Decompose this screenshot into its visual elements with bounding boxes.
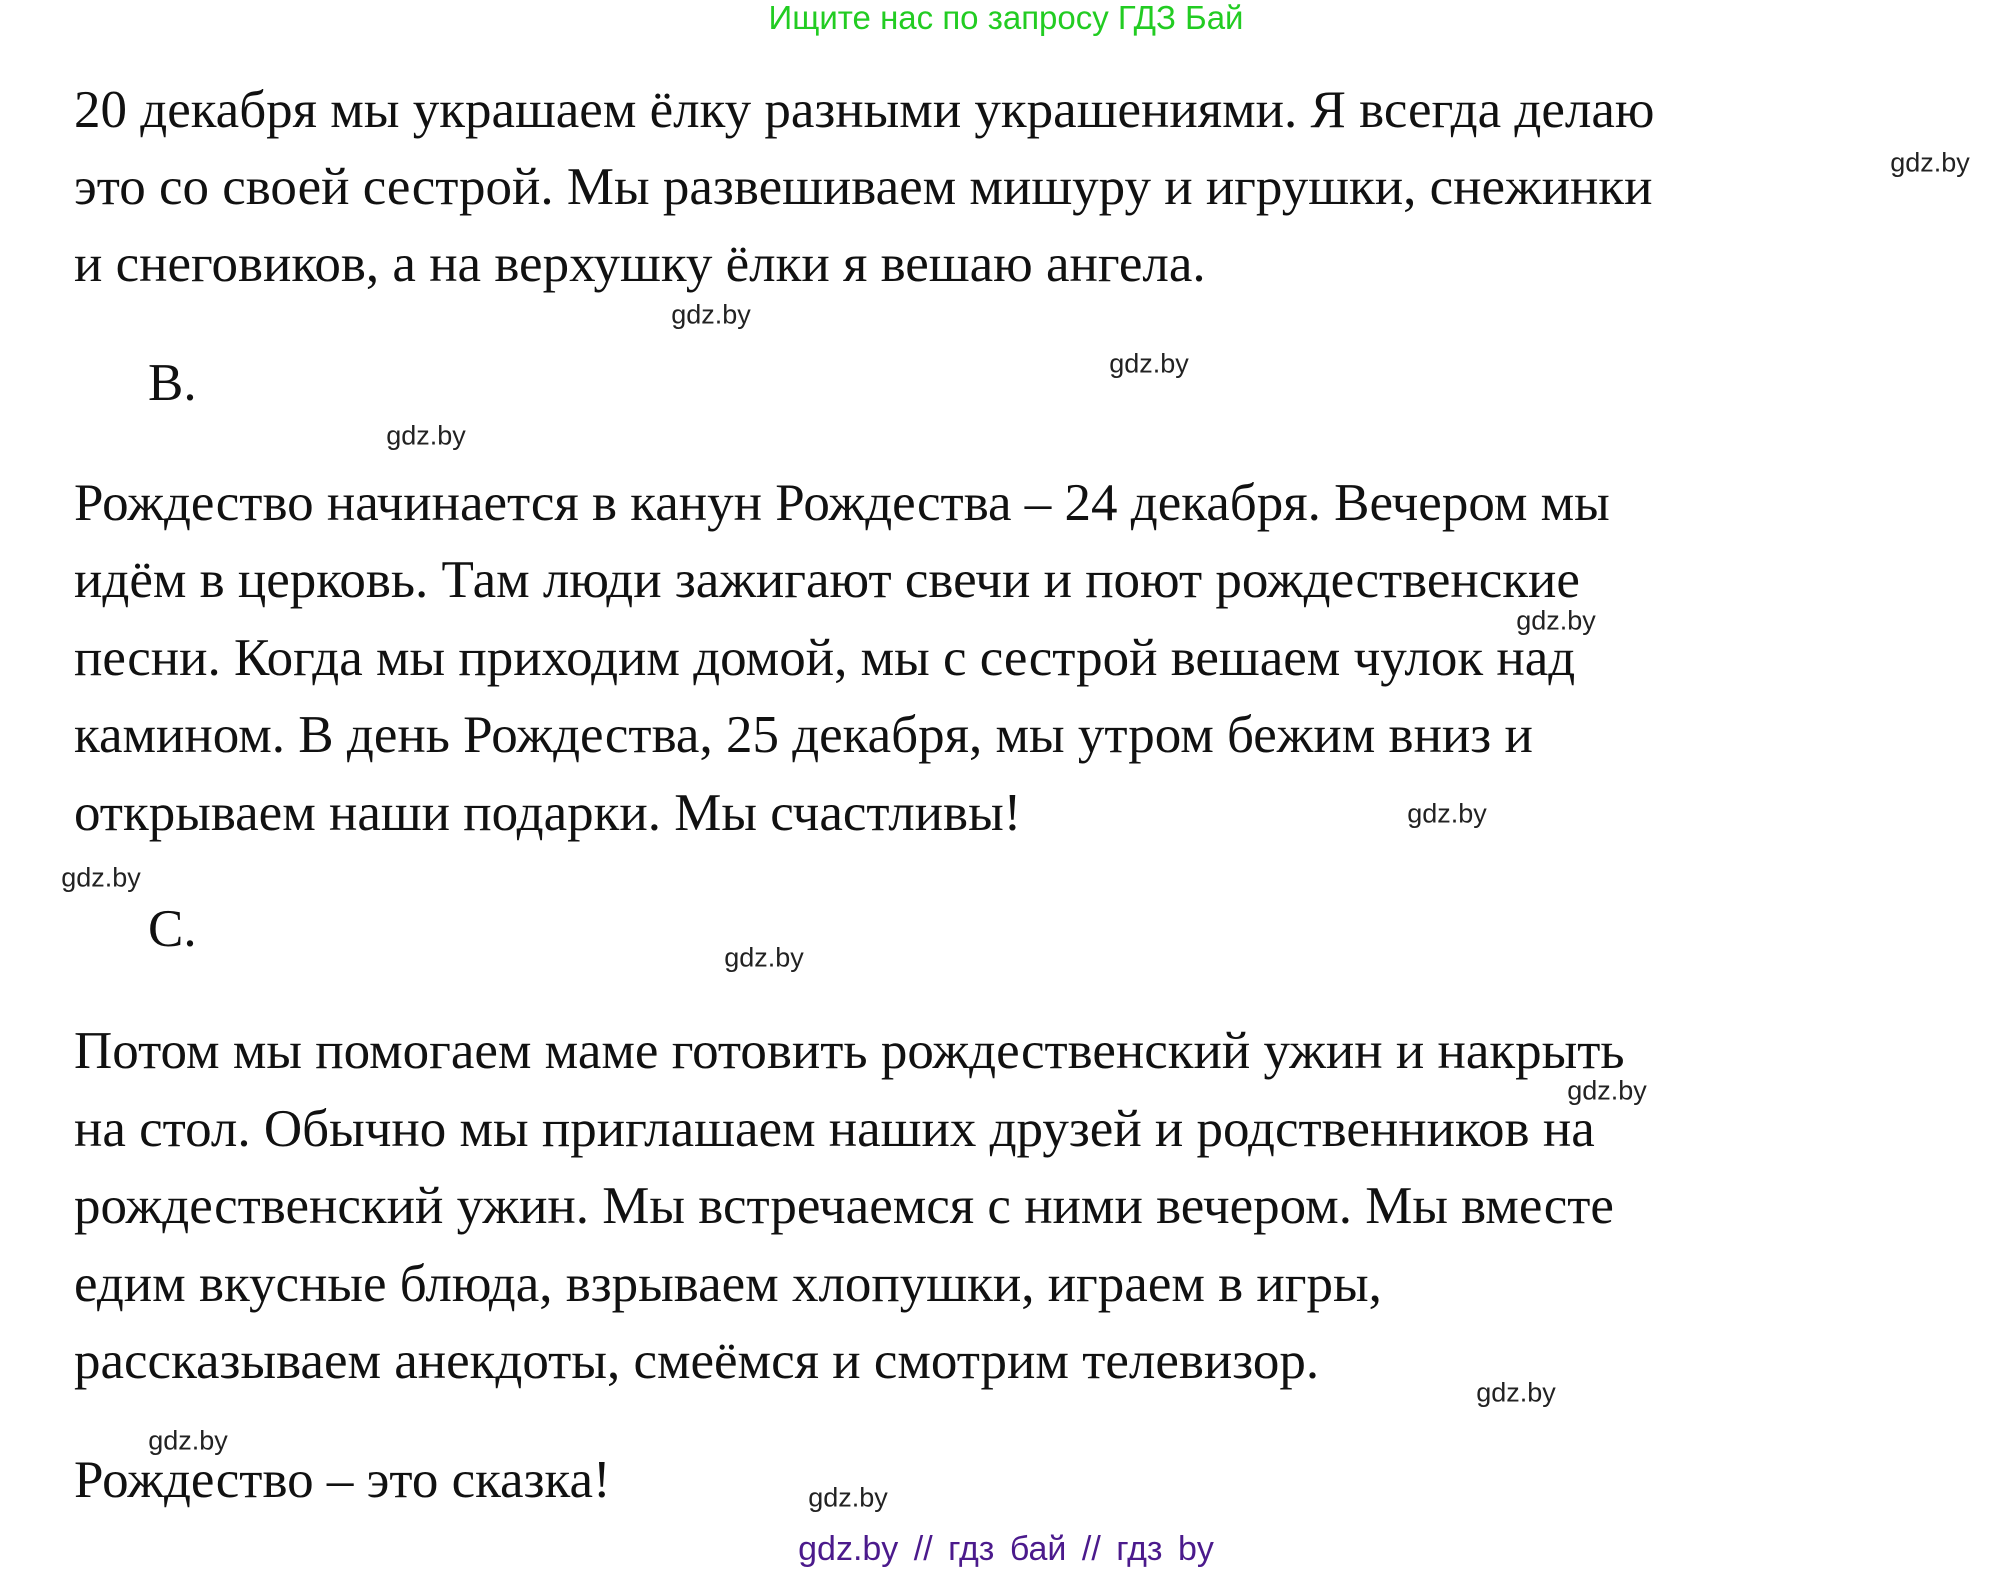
section-label-c: C. [148, 900, 197, 958]
watermark: gdz.by [671, 299, 751, 330]
watermark: gdz.by [1476, 1377, 1556, 1408]
watermark: gdz.by [724, 942, 804, 973]
paragraph-c-line: на стол. Обычно мы приглашаем наших друзей и родственников на [74, 1100, 1595, 1158]
section-label-b: B. [148, 354, 197, 412]
watermark: gdz.by [1890, 147, 1970, 178]
watermark: gdz.by [148, 1425, 228, 1456]
watermark: gdz.by [1109, 348, 1189, 379]
paragraph-a-line: и снеговиков, а на верхушку ёлки я вешаю ангела. [74, 235, 1206, 293]
watermark: gdz.by [1516, 605, 1596, 636]
watermark: gdz.by [61, 862, 141, 893]
footer-links[interactable]: gdz.by // гдз бай // гдз by [798, 1530, 1214, 1568]
paragraph-b-line: идём в церковь. Там люди зажигают свечи и поют рождественские [74, 551, 1580, 609]
paragraph-c-line: едим вкусные блюда, взрываем хлопушки, играем в игры, [74, 1255, 1382, 1313]
search-hint-banner: Ищите нас по запросу ГДЗ Бай [768, 0, 1244, 36]
paragraph-b-line: песни. Когда мы приходим домой, мы с сестрой вешаем чулок над [74, 629, 1576, 687]
watermark: gdz.by [1407, 798, 1487, 829]
paragraph-b-line: открываем наши подарки. Мы счастливы! [74, 784, 1022, 842]
paragraph-a-line: 20 декабря мы украшаем ёлку разными украшениями. Я всегда делаю [74, 81, 1655, 139]
paragraph-b-line: камином. В день Рождества, 25 декабря, мы утром бежим вниз и [74, 706, 1533, 764]
paragraph-b-line: Рождество начинается в канун Рождества – 24 декабря. Вечером мы [74, 474, 1610, 532]
watermark: gdz.by [808, 1482, 888, 1513]
paragraph-c-line: рождественский ужин. Мы встречаемся с ними вечером. Мы вместе [74, 1177, 1614, 1235]
watermark: gdz.by [1567, 1075, 1647, 1106]
closing-line: Рождество – это сказка! [74, 1451, 611, 1509]
paragraph-c-line: Потом мы помогаем маме готовить рождественский ужин и накрыть [74, 1022, 1625, 1080]
paragraph-a-line: это со своей сестрой. Мы развешиваем мишуру и игрушки, снежинки [74, 158, 1653, 216]
watermark: gdz.by [386, 420, 466, 451]
paragraph-c-line: рассказываем анекдоты, смеёмся и смотрим телевизор. [74, 1332, 1320, 1390]
